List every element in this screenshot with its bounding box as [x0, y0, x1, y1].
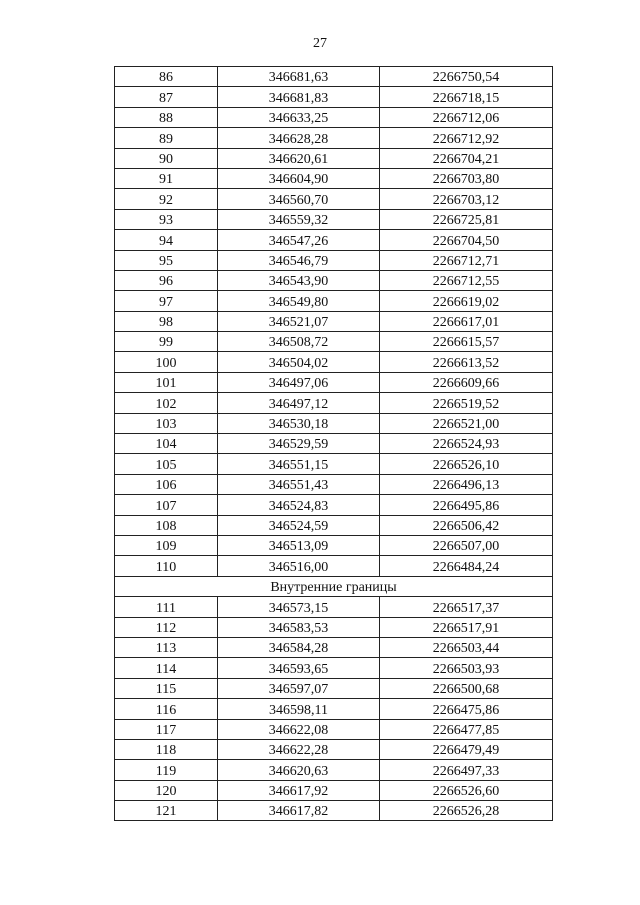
x-coordinate-cell: 346620,63: [218, 760, 380, 780]
point-number-cell: 93: [115, 209, 218, 229]
x-coordinate-cell: 346551,43: [218, 474, 380, 494]
point-number-cell: 119: [115, 760, 218, 780]
x-coordinate-cell: 346560,70: [218, 189, 380, 209]
y-coordinate-cell: 2266503,93: [380, 658, 553, 678]
table-row: [115, 801, 553, 821]
point-number-cell: 88: [115, 107, 218, 127]
x-coordinate-cell: 346597,07: [218, 678, 380, 698]
x-coordinate-cell: 346524,59: [218, 515, 380, 535]
point-number-cell: 87: [115, 87, 218, 107]
point-number-cell: 104: [115, 434, 218, 454]
table-row: [115, 413, 553, 433]
point-number-cell: 102: [115, 393, 218, 413]
y-coordinate-cell: 2266521,00: [380, 413, 553, 433]
point-number-cell: 89: [115, 128, 218, 148]
table-row: [115, 434, 553, 454]
x-coordinate-cell: 346584,28: [218, 637, 380, 657]
point-number-cell: 117: [115, 719, 218, 739]
y-coordinate-cell: 2266524,93: [380, 434, 553, 454]
x-coordinate-cell: 346559,32: [218, 209, 380, 229]
table-row: [115, 372, 553, 392]
y-coordinate-cell: 2266475,86: [380, 699, 553, 719]
coordinates-table: [114, 66, 553, 821]
table-row: [115, 230, 553, 250]
point-number-cell: 118: [115, 739, 218, 759]
table-row: [115, 515, 553, 535]
point-number-cell: 110: [115, 556, 218, 576]
y-coordinate-cell: 2266496,13: [380, 474, 553, 494]
table-row: [115, 168, 553, 188]
x-coordinate-cell: 346549,80: [218, 291, 380, 311]
y-coordinate-cell: 2266712,06: [380, 107, 553, 127]
x-coordinate-cell: 346633,25: [218, 107, 380, 127]
table-row: [115, 719, 553, 739]
x-coordinate-cell: 346628,28: [218, 128, 380, 148]
y-coordinate-cell: 2266477,85: [380, 719, 553, 739]
table-row: [115, 699, 553, 719]
point-number-cell: 120: [115, 780, 218, 800]
point-number-cell: 94: [115, 230, 218, 250]
point-number-cell: 115: [115, 678, 218, 698]
point-number-cell: 112: [115, 617, 218, 637]
x-coordinate-cell: 346622,28: [218, 739, 380, 759]
table-row: [115, 495, 553, 515]
point-number-cell: 96: [115, 270, 218, 290]
y-coordinate-cell: 2266718,15: [380, 87, 553, 107]
y-coordinate-cell: 2266609,66: [380, 372, 553, 392]
point-number-cell: 105: [115, 454, 218, 474]
point-number-cell: 100: [115, 352, 218, 372]
x-coordinate-cell: 346504,02: [218, 352, 380, 372]
y-coordinate-cell: 2266517,91: [380, 617, 553, 637]
x-coordinate-cell: 346546,79: [218, 250, 380, 270]
y-coordinate-cell: 2266500,68: [380, 678, 553, 698]
x-coordinate-cell: 346593,65: [218, 658, 380, 678]
y-coordinate-cell: 2266712,92: [380, 128, 553, 148]
table-row: [115, 454, 553, 474]
point-number-cell: 97: [115, 291, 218, 311]
x-coordinate-cell: 346620,61: [218, 148, 380, 168]
table-row: [115, 107, 553, 127]
point-number-cell: 103: [115, 413, 218, 433]
table-row: [115, 332, 553, 352]
table-row: [115, 474, 553, 494]
table-row: [115, 658, 553, 678]
point-number-cell: 113: [115, 637, 218, 657]
point-number-cell: 111: [115, 597, 218, 617]
point-number-cell: 121: [115, 801, 218, 821]
y-coordinate-cell: 2266506,42: [380, 515, 553, 535]
y-coordinate-cell: 2266704,21: [380, 148, 553, 168]
point-number-cell: 101: [115, 372, 218, 392]
point-number-cell: 106: [115, 474, 218, 494]
section-header-row: [115, 576, 553, 596]
point-number-cell: 92: [115, 189, 218, 209]
section-header-inner-boundaries: Внутренние границы: [115, 576, 553, 596]
table-row: [115, 148, 553, 168]
y-coordinate-cell: 2266503,44: [380, 637, 553, 657]
y-coordinate-cell: 2266703,80: [380, 168, 553, 188]
x-coordinate-cell: 346516,00: [218, 556, 380, 576]
y-coordinate-cell: 2266526,60: [380, 780, 553, 800]
table-row: [115, 637, 553, 657]
table-row: [115, 209, 553, 229]
page-number: 27: [313, 36, 327, 51]
y-coordinate-cell: 2266519,52: [380, 393, 553, 413]
y-coordinate-cell: 2266703,12: [380, 189, 553, 209]
x-coordinate-cell: 346622,08: [218, 719, 380, 739]
point-number-cell: 86: [115, 67, 218, 87]
table-row: [115, 128, 553, 148]
table-row: [115, 597, 553, 617]
table-row: [115, 739, 553, 759]
point-number-cell: 109: [115, 535, 218, 555]
x-coordinate-cell: 346543,90: [218, 270, 380, 290]
y-coordinate-cell: 2266526,10: [380, 454, 553, 474]
table-row: [115, 352, 553, 372]
x-coordinate-cell: 346508,72: [218, 332, 380, 352]
x-coordinate-cell: 346497,06: [218, 372, 380, 392]
table-row: [115, 556, 553, 576]
x-coordinate-cell: 346530,18: [218, 413, 380, 433]
y-coordinate-cell: 2266497,33: [380, 760, 553, 780]
y-coordinate-cell: 2266517,37: [380, 597, 553, 617]
x-coordinate-cell: 346513,09: [218, 535, 380, 555]
table-row: [115, 780, 553, 800]
point-number-cell: 107: [115, 495, 218, 515]
y-coordinate-cell: 2266613,52: [380, 352, 553, 372]
x-coordinate-cell: 346521,07: [218, 311, 380, 331]
y-coordinate-cell: 2266704,50: [380, 230, 553, 250]
coordinates-table-body: [115, 67, 553, 821]
table-row: [115, 617, 553, 637]
y-coordinate-cell: 2266507,00: [380, 535, 553, 555]
point-number-cell: 99: [115, 332, 218, 352]
table-row: [115, 270, 553, 290]
x-coordinate-cell: 346547,26: [218, 230, 380, 250]
x-coordinate-cell: 346573,15: [218, 597, 380, 617]
table-row: [115, 535, 553, 555]
y-coordinate-cell: 2266619,02: [380, 291, 553, 311]
table-row: [115, 760, 553, 780]
y-coordinate-cell: 2266484,24: [380, 556, 553, 576]
y-coordinate-cell: 2266495,86: [380, 495, 553, 515]
point-number-cell: 98: [115, 311, 218, 331]
y-coordinate-cell: 2266712,71: [380, 250, 553, 270]
y-coordinate-cell: 2266526,28: [380, 801, 553, 821]
x-coordinate-cell: 346604,90: [218, 168, 380, 188]
x-coordinate-cell: 346583,53: [218, 617, 380, 637]
y-coordinate-cell: 2266617,01: [380, 311, 553, 331]
x-coordinate-cell: 346617,92: [218, 780, 380, 800]
table-row: [115, 189, 553, 209]
point-number-cell: 114: [115, 658, 218, 678]
x-coordinate-cell: 346617,82: [218, 801, 380, 821]
x-coordinate-cell: 346681,63: [218, 67, 380, 87]
x-coordinate-cell: 346529,59: [218, 434, 380, 454]
y-coordinate-cell: 2266750,54: [380, 67, 553, 87]
y-coordinate-cell: 2266615,57: [380, 332, 553, 352]
table-row: [115, 87, 553, 107]
x-coordinate-cell: 346551,15: [218, 454, 380, 474]
x-coordinate-cell: 346681,83: [218, 87, 380, 107]
table-row: [115, 291, 553, 311]
table-row: [115, 678, 553, 698]
point-number-cell: 116: [115, 699, 218, 719]
y-coordinate-cell: 2266725,81: [380, 209, 553, 229]
y-coordinate-cell: 2266479,49: [380, 739, 553, 759]
y-coordinate-cell: 2266712,55: [380, 270, 553, 290]
table-row: [115, 67, 553, 87]
table-row: [115, 393, 553, 413]
x-coordinate-cell: 346524,83: [218, 495, 380, 515]
x-coordinate-cell: 346598,11: [218, 699, 380, 719]
point-number-cell: 95: [115, 250, 218, 270]
point-number-cell: 108: [115, 515, 218, 535]
table-row: [115, 250, 553, 270]
point-number-cell: 90: [115, 148, 218, 168]
x-coordinate-cell: 346497,12: [218, 393, 380, 413]
table-row: [115, 311, 553, 331]
point-number-cell: 91: [115, 168, 218, 188]
